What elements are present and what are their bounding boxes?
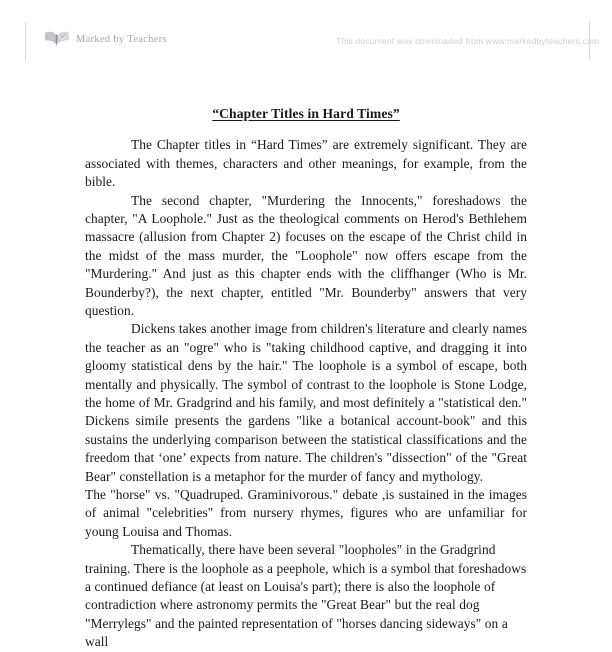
brand-name-label: Marked by Teachers bbox=[76, 33, 167, 45]
essay-title bbox=[85, 106, 527, 122]
paragraph-2: The second chapter, "Murdering the Innocents," foreshadows the chapter, "A Loophole." Just as the theological comments on Herod's Bethlehem massacre (allusion from Chapter 2) focuses on the escape of the Christ child in the midst of the mass murder, the "Loophole" now offers escape from the "Murdering." And just as this chapter ends with the cliffhanger (Who is Mr. Bounderby?), the next chapter, entitled "Mr. Bounderby" answers that very question. bbox=[85, 192, 527, 318]
document-page bbox=[0, 72, 612, 652]
paragraph-5: Thematically, there have been several "loopholes" in the Gradgrind training. There is the loophole as a peephole, which is a symbol that foreshadows a continued defiance (at least on Louisa's part); there is also the loophole of contradiction where astronomy permits the "Great Bear" but the real dog "Merrylegs" and the painted representation of "horses dancing sideways" on a wall bbox=[85, 542, 527, 650]
paragraph-3: Dickens takes another image from children's literature and clearly names the teacher as an "ogre" who is "taking childhood captive, and dragging it into gloomy statistical dens by the hair." The loophole is a symbol of escape, both mentally and physically. The symbol of contrast to the loophole is Stone Lodge, the home of Mr. Gradgrind and his family, and most definitely a "statistical den." Dickens simile presents the gardens "like a botanical account-book" and this sustains the underlying comparison between the statistical classifications and the freedom that ‘one’ expects from nature. The children's "dissection" of the "Great Bear" constellation is a metaphor for the murder of fancy and mythology. bbox=[85, 321, 527, 484]
header-divider-left bbox=[25, 22, 26, 60]
page-header bbox=[0, 0, 612, 72]
download-watermark: This document was downloaded from www.markedbyteachers.com bbox=[336, 36, 600, 46]
document-text-column bbox=[85, 106, 527, 652]
paragraph-1: The Chapter titles in “Hard Times” are extremely significant. They are associated with themes, characters and other meanings, for example, from the bible. bbox=[85, 137, 527, 190]
butterfly-check-logo-icon bbox=[44, 30, 70, 48]
essay-title-text: “Chapter Titles in Hard Times” bbox=[212, 106, 400, 121]
paragraph-4: The "horse" vs. "Quadruped. Graminivorous." debate ,is sustained in the images of animal "celebrities" from nursery rhymes, figures who are unfamiliar for young Louisa and Thomas. bbox=[85, 487, 527, 539]
brand-logo[interactable] bbox=[44, 30, 167, 48]
